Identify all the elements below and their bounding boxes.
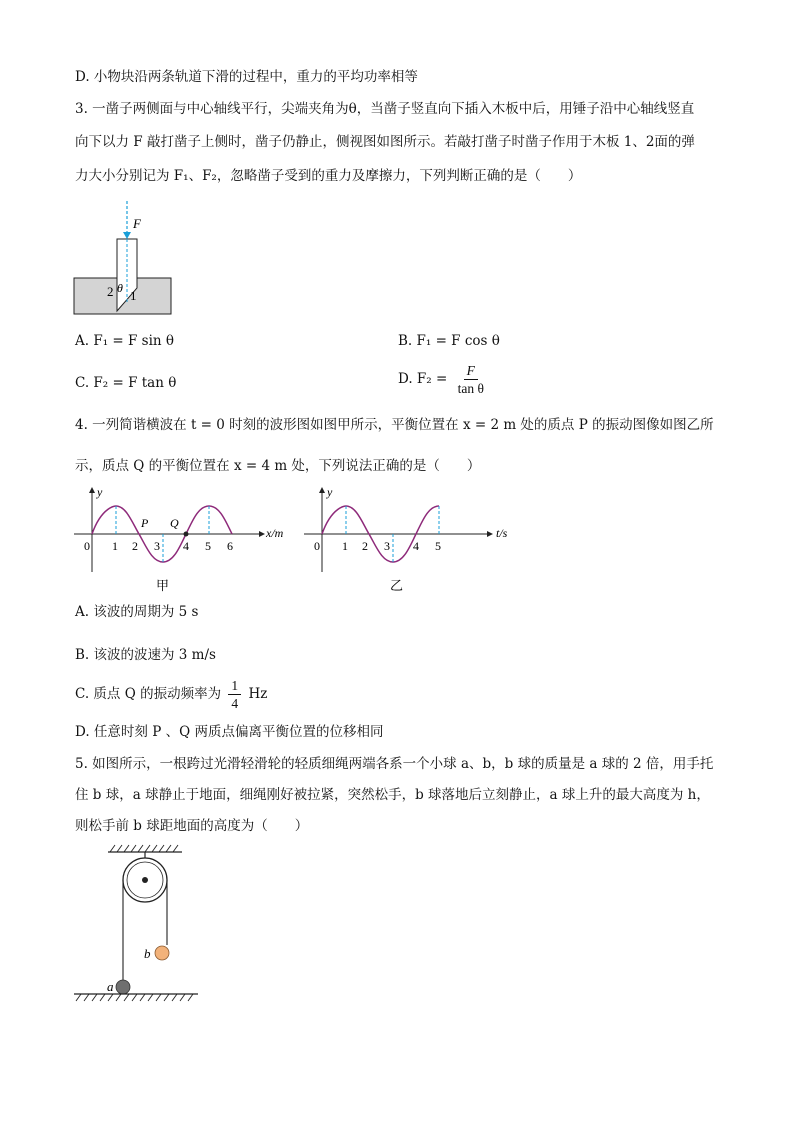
x-tick-2: 2 bbox=[132, 539, 138, 553]
q4-option-a[interactable]: A. 该波的周期为 5 s bbox=[75, 604, 199, 620]
q5-stem-line3: 则松手前 b 球距地面的高度为（ ） bbox=[75, 818, 309, 834]
x-axis-arrow bbox=[487, 531, 493, 537]
x-tick-1: 1 bbox=[112, 539, 118, 553]
q3-option-d[interactable] bbox=[398, 362, 490, 397]
q4-option-c-prefix: C. 质点 Q 的振动频率为 bbox=[75, 686, 222, 702]
q4-stem-line2: 示，质点 Q 的平衡位置在 x = 4 m 处，下列说法正确的是（ ） bbox=[75, 458, 481, 474]
t-tick-3: 3 bbox=[384, 539, 390, 553]
x-tick-5: 5 bbox=[205, 539, 211, 553]
q4-vibration-graph bbox=[300, 484, 515, 594]
q5-stem-line1: 5. 如图所示，一根跨过光滑轻滑轮的轻质细绳两端各系一个小球 a、b，b 球的质量是 a 球的 2 倍，用手托 bbox=[75, 756, 714, 772]
q3-chisel-figure bbox=[70, 196, 180, 316]
t-tick-4: 4 bbox=[413, 539, 419, 553]
ball-b bbox=[155, 946, 169, 960]
y-axis-arrow bbox=[319, 487, 325, 493]
y-axis-arrow bbox=[89, 487, 95, 493]
q3-option-a[interactable]: A. F₁ = F sin θ bbox=[75, 333, 175, 349]
x-tick-3: 3 bbox=[154, 539, 160, 553]
q4-option-c-denominator: 4 bbox=[231, 696, 239, 711]
t-tick-1: 1 bbox=[342, 539, 348, 553]
origin-label: 0 bbox=[314, 539, 320, 553]
q5-pulley-figure bbox=[70, 840, 205, 1005]
q3-option-c[interactable]: C. F₂ = F tan θ bbox=[75, 375, 177, 391]
t-tick-5: 5 bbox=[435, 539, 441, 553]
q3-option-d-denominator: tan θ bbox=[457, 381, 484, 396]
x-tick-4: 4 bbox=[183, 539, 189, 553]
q4-option-c-numerator: 1 bbox=[228, 677, 241, 695]
q2-option-d: D. 小物块沿两条轨道下滑的过程中，重力的平均功率相等 bbox=[75, 69, 418, 85]
q4-option-c-unit: Hz bbox=[248, 686, 268, 702]
point-q-label: Q bbox=[170, 516, 179, 530]
face-1-label: 1 bbox=[130, 288, 137, 303]
q3-option-d-prefix: D. F₂ = bbox=[398, 371, 448, 387]
ground-hatch bbox=[76, 994, 193, 1001]
ball-a bbox=[116, 980, 130, 994]
force-label: F bbox=[133, 216, 141, 231]
point-p-label: P bbox=[141, 516, 149, 530]
x-axis-label: t/s bbox=[496, 526, 508, 540]
q5-stem-line2: 住 b 球，a 球静止于地面，细绳刚好被拉紧，突然松手，b 球落地后立刻静止，a 球上升的最大高度为 h， bbox=[75, 787, 710, 803]
origin-label: 0 bbox=[84, 539, 90, 553]
q3-option-d-numerator: F bbox=[464, 362, 478, 380]
y-axis-label: y bbox=[97, 485, 103, 499]
caption-yi: 乙 bbox=[390, 578, 404, 593]
q4-option-c[interactable] bbox=[75, 677, 267, 712]
pulley-axle bbox=[142, 877, 148, 883]
y-axis-label: y bbox=[327, 485, 333, 499]
q4-option-b[interactable]: B. 该波的波速为 3 m/s bbox=[75, 647, 216, 663]
q3-option-b[interactable]: B. F₁ = F cos θ bbox=[398, 333, 500, 349]
q4-option-c-fraction bbox=[228, 677, 241, 712]
ball-a-label: a bbox=[107, 979, 114, 994]
q3-stem-line3: 力大小分别记为 F₁、F₂，忽略凿子受到的重力及摩擦力，下列判断正确的是（ ） bbox=[75, 168, 582, 184]
q4-option-d[interactable]: D. 任意时刻 P 、Q 两质点偏离平衡位置的位移相同 bbox=[75, 724, 384, 740]
q4-wave-graph bbox=[70, 484, 295, 594]
theta-label: θ bbox=[117, 281, 123, 295]
t-tick-2: 2 bbox=[362, 539, 368, 553]
q4-stem-line1: 4. 一列简谐横波在 t = 0 时刻的波形图如图甲所示，平衡位置在 x = 2 m 处的质点 P 的振动图像如图乙所 bbox=[75, 417, 714, 433]
caption-jia: 甲 bbox=[156, 578, 170, 593]
q3-option-d-fraction bbox=[455, 362, 487, 397]
point-q-dot bbox=[184, 532, 189, 537]
x-axis-label: x/m bbox=[266, 526, 284, 540]
x-tick-6: 6 bbox=[227, 539, 233, 553]
ball-b-label: b bbox=[144, 946, 151, 961]
q3-stem-line2: 向下以力 F 敲打凿子上侧时，凿子仍静止，侧视图如图所示。若敲打凿子时凿子作用于木板 1、2面的弹 bbox=[75, 134, 695, 150]
q3-stem-line1: 3. 一凿子两侧面与中心轴线平行，尖端夹角为θ，当凿子竖直向下插入木板中后，用锤子沿中心轴线竖直 bbox=[75, 101, 695, 117]
face-2-label: 2 bbox=[107, 284, 114, 299]
force-arrow-head bbox=[123, 232, 131, 239]
ceiling-hatch bbox=[110, 845, 178, 852]
x-axis-arrow bbox=[259, 531, 265, 537]
